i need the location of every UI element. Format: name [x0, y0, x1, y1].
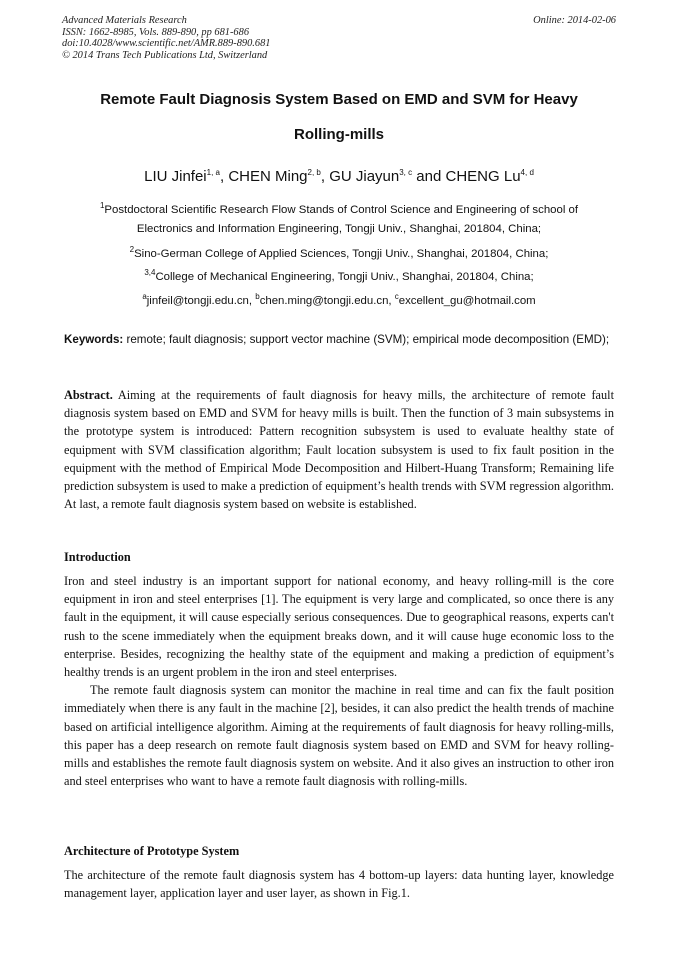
author-separator: and [412, 168, 446, 185]
abstract [64, 386, 614, 513]
affiliation-text: Postdoctoral Scientific Research Flow Stands of Control Science and Engineering of school of [104, 204, 579, 216]
author-name: GU Jiayun [329, 168, 400, 185]
affiliation-1 [40, 201, 638, 239]
author-name: CHENG Lu [445, 168, 521, 185]
email-sup: c [394, 292, 399, 302]
affiliation-text: College of Mechanical Engineering, Tongji Univ., Shanghai, 201804, China; [155, 271, 534, 283]
issn-line: ISSN: 1662-8985, Vols. 889-890, pp 681-686 [62, 26, 250, 38]
affiliation-sup: 3,4 [144, 268, 156, 278]
paragraph: The architecture of the remote fault diagnosis system has 4 bottom-up layers: data hunting layer, knowledge management layer, application layer and user layer, as shown in Fig.1. [64, 868, 614, 901]
affiliation-text: Electronics and Information Engineering, Tongji Univ., Shanghai, 201804, China; [136, 223, 542, 235]
author-sup: 2, b [307, 168, 321, 177]
author-separator: , [219, 168, 229, 185]
email-sup: b [255, 292, 260, 302]
keywords-text: remote; fault diagnosis; support vector machine (SVM); empirical mode decomposition (EMD); [123, 333, 610, 346]
keywords [64, 331, 614, 349]
paper-title-line-1: Remote Fault Diagnosis System Based on EMD and SVM for Heavy [100, 91, 578, 108]
author-sup: 1, a [206, 168, 220, 177]
paper-title-line-2: Rolling-mills [294, 126, 384, 143]
introduction-body [64, 572, 614, 790]
author-list [40, 167, 638, 187]
author-separator: , [320, 168, 330, 185]
email-link[interactable]: jinfeil@tongji.edu.cn, [146, 295, 256, 307]
section-heading-architecture: Architecture of Prototype System [64, 844, 240, 858]
author-name: CHEN Ming [228, 168, 308, 185]
architecture-body [64, 866, 614, 902]
affiliation-sup: 2 [129, 245, 135, 255]
journal-name: Advanced Materials Research [62, 15, 187, 26]
author-sup: 4, d [520, 168, 534, 177]
affiliation-3 [40, 268, 638, 287]
paragraph: Iron and steel industry is an important support for national economy, and heavy rolling-mill is the core equipment in iron and steel enterprises [1]. The equipment is very large and complicated, so once there is any fault in the equipment, it will cause especially serious consequences. Due to geographical reasons, experts can't rush to the scene immediately when the equipment breaks down, and it will cause huge economic loss to the enterprise. Besides, recognizing the healthy state of the equipment and making a prediction of equipment’s healthy trends is an urgent problem in the iron and steel enterprises. [64, 574, 614, 680]
section-heading-introduction: Introduction [64, 550, 131, 564]
email-link[interactable]: excellent_gu@hotmail.com [398, 295, 536, 307]
email-link[interactable]: chen.ming@tongji.edu.cn, [259, 295, 395, 307]
online-date: Online: 2014-02-06 [533, 15, 616, 26]
keywords-label: Keywords: [64, 333, 124, 346]
affiliation-text: Sino-German College of Applied Sciences, Tongji Univ., Shanghai, 201804, China; [134, 248, 549, 260]
author-sup: 3, c [399, 168, 413, 177]
author-name: LIU Jinfei [144, 168, 207, 185]
copyright-line: © 2014 Trans Tech Publications Ltd, Switzerland [62, 49, 268, 61]
affiliation-sup: 1 [99, 201, 105, 211]
email-sup: a [142, 292, 147, 302]
journal-header [62, 15, 270, 61]
abstract-text: Aiming at the requirements of fault diagnosis for heavy mills, the architecture of remote fault diagnosis system based on EMD and SVM for heavy mills is built. Then the function of 3 main subsystems in the prototype system is introduced: Pattern recognition subsystem is used to evaluate healthy state of equipment with SVM classification algorithm; Fault location subsystem is used to fix fault position in the equipment with the method of Empirical Mode Decomposition and Hilbert-Huang Transform; Remaining life prediction subsystem is used to make a prediction of equipment’s health trends with SVM regression algorithm. At last, a remote fault diagnosis system based on website is established. [64, 388, 614, 512]
abstract-label: Abstract. [64, 388, 113, 402]
affiliation-2 [40, 245, 638, 264]
author-emails [40, 292, 638, 311]
doi-line: doi:10.4028/www.scientific.net/AMR.889-890.681 [62, 38, 271, 50]
paragraph: The remote fault diagnosis system can monitor the machine in real time and can fix the fault position immediately when there is any fault in the machine [2], besides, it can also predict the health trends of machine based on artificial intelligence algorithm. Aiming at the requirements of fault diagnosis for heavy rolling-mills, this paper has a deep research on remote fault diagnosis system based on EMD and SVM for heavy rolling-mills and establishes the remote fault diagnosis system on website. And it also gives an instruction to other iron and steel enterprises who want to have a remote fault diagnosis with rolling-mills. [64, 683, 614, 789]
